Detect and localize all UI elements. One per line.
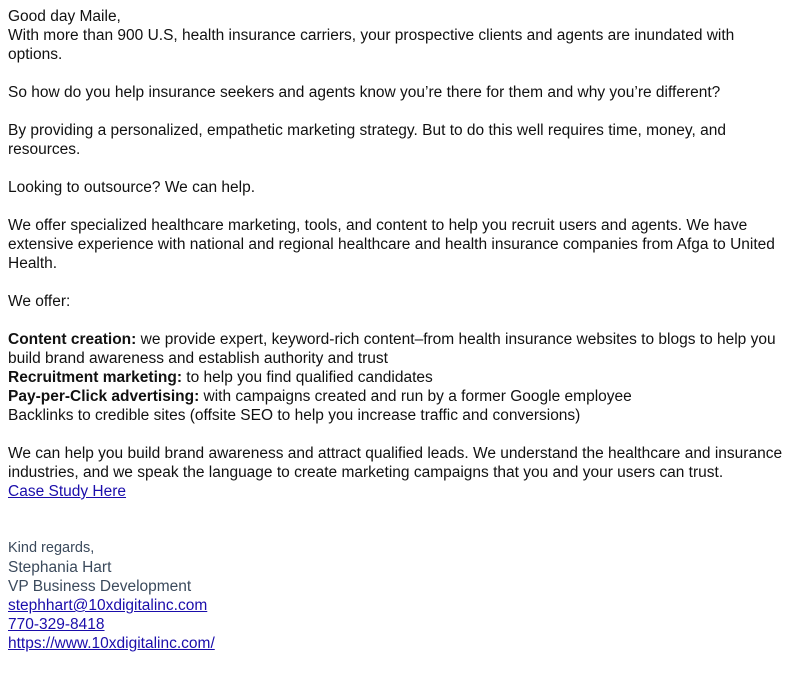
offer-list: [8, 330, 792, 425]
case-study-link[interactable]: Case Study Here: [8, 483, 127, 500]
offer-text: Backlinks to credible sites (offsite SEO to help you increase traffic and conversions): [8, 407, 581, 424]
offer-text: to help you find qualified candidates: [181, 369, 433, 386]
signature-name: Stephania Hart: [8, 559, 112, 576]
paragraph-closing-pitch: We can help you build brand awareness and attract qualified leads. We understand the healthcare and insurance industries, and we speak the language to create marketing campaigns that you and your users can trust.: [8, 445, 783, 481]
signature-phone-row: [8, 615, 792, 634]
signature-phone-link[interactable]: 770-329-8418: [8, 616, 105, 633]
offer-label: Recruitment marketing:: [8, 369, 182, 386]
offer-label: Pay-per-Click advertising:: [8, 388, 200, 405]
signature-closing: Kind regards,: [8, 540, 95, 556]
paragraph-question: So how do you help insurance seekers and agents know you’re there for them and why you’re different?: [8, 84, 721, 101]
signature-email-link[interactable]: stephhart@10xdigitalinc.com: [8, 597, 208, 614]
offer-item: [8, 387, 792, 406]
paragraph-carriers: With more than 900 U.S, health insurance carriers, your prospective clients and agents are inundated with options.: [8, 27, 735, 63]
offer-label: Content creation:: [8, 331, 137, 348]
offer-item: [8, 406, 792, 425]
signature-email-row: [8, 596, 792, 615]
paragraph-strategy: By providing a personalized, empathetic marketing strategy. But to do this well requires time, money, and resources.: [8, 122, 726, 158]
paragraph-we-offer: We offer:: [8, 293, 71, 310]
offer-item: [8, 368, 792, 387]
signature: [8, 539, 792, 653]
offer-item: [8, 330, 792, 368]
signature-website-link[interactable]: https://www.10xdigitalinc.com/: [8, 635, 215, 652]
signature-title: VP Business Development: [8, 578, 192, 595]
case-study-paragraph: [8, 482, 792, 501]
paragraph-outsource: Looking to outsource? We can help.: [8, 179, 256, 196]
greeting: Good day Maile,: [8, 8, 121, 25]
offer-text: with campaigns created and run by a former Google employee: [199, 388, 632, 405]
signature-website-row: [8, 634, 792, 653]
offer-text: we provide expert, keyword-rich content–from health insurance websites to blogs to help you build brand awareness and establish authority and trust: [8, 331, 776, 367]
paragraph-services: We offer specialized healthcare marketing, tools, and content to help you recruit users and agents. We have extensive experience with national and regional healthcare and health insurance companies from Afga to United Health.: [8, 217, 775, 272]
